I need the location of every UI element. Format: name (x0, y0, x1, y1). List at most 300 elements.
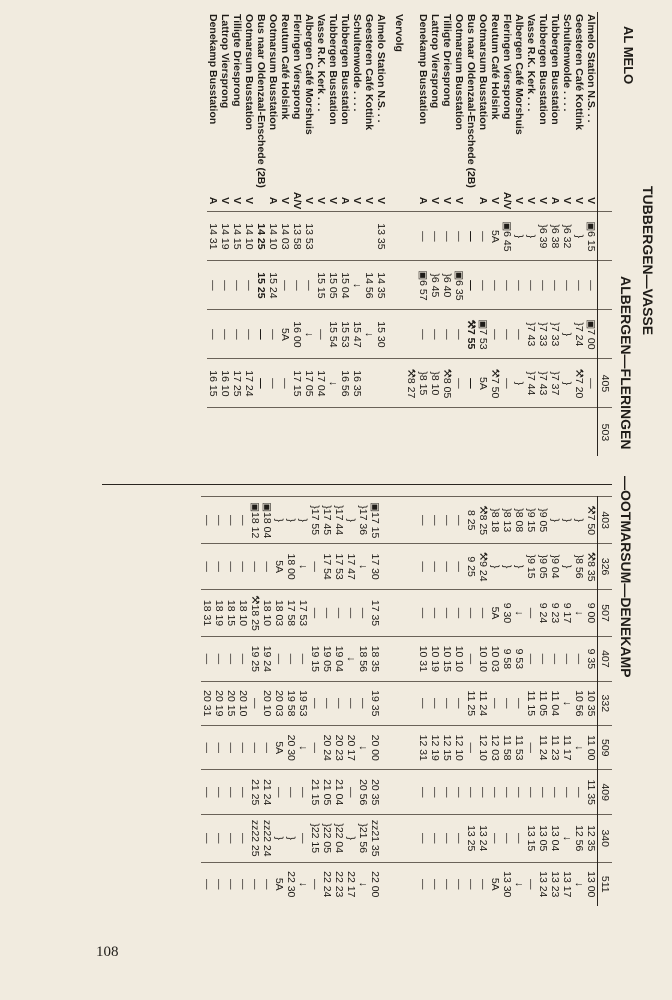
table-row (201, 497, 213, 907)
time-cell: — (525, 862, 537, 906)
time-cell: — (255, 310, 267, 359)
time-cell: — (513, 814, 525, 862)
table-row (537, 12, 549, 456)
time-cell: 20 15 (225, 681, 237, 725)
time-cell: — (525, 589, 537, 636)
time-cell: — (429, 589, 441, 636)
direction-flag: V (441, 197, 453, 205)
time-cell (585, 408, 598, 457)
time-cell: 5A (477, 359, 489, 408)
time-cell: }7 37 (549, 359, 561, 408)
time-cell: — (249, 862, 261, 906)
time-cell (405, 770, 417, 814)
table-row (303, 12, 315, 456)
time-cell: }9 15 (525, 544, 537, 590)
time-cell: ↓ (351, 261, 363, 310)
time-cell: 18 00 (285, 544, 297, 590)
time-cell: } (549, 497, 561, 544)
time-cell: } (561, 544, 573, 590)
time-cell: — (453, 359, 465, 408)
time-cell: — (417, 544, 429, 590)
title-left: AL MELO (621, 26, 636, 85)
time-cell: ↓ (297, 726, 309, 770)
table-row (315, 12, 327, 456)
direction-flag: V (315, 197, 327, 205)
time-cell: — (267, 359, 279, 408)
time-cell (405, 497, 417, 544)
time-cell: — (237, 814, 249, 862)
direction-flag: V (561, 197, 573, 205)
time-cell: 5A (489, 589, 501, 636)
time-cell (387, 212, 393, 261)
station-name: Reutum Café Holsink (489, 14, 501, 120)
time-cell: — (285, 770, 297, 814)
time-cell (381, 770, 393, 814)
time-cell: }7 44 (525, 359, 537, 408)
time-cell: — (561, 637, 573, 681)
timetable-page (94, 6, 662, 906)
time-cell: — (213, 637, 225, 681)
time-cell: 20 31 (201, 681, 213, 725)
direction-flag: V (525, 197, 537, 205)
time-cell: — (429, 497, 441, 544)
time-cell: — (297, 637, 309, 681)
time-cell: — (417, 862, 429, 906)
time-cell: 18 35 (369, 637, 381, 681)
table-row (573, 497, 585, 907)
time-cell: — (333, 589, 345, 636)
time-cell: 14 03 (279, 212, 291, 261)
time-cell: — (441, 814, 453, 862)
time-cell: — (429, 544, 441, 590)
time-cell: 13 24 (477, 814, 489, 862)
time-cell (477, 408, 489, 457)
station-name: Almelo Station N.S. . . (375, 14, 387, 123)
time-cell: — (429, 862, 441, 906)
time-cell: — (237, 726, 249, 770)
time-cell: — (477, 261, 489, 310)
col-head: 403 (598, 497, 613, 544)
time-cell: 5A (489, 212, 501, 261)
direction-flag: V (243, 197, 255, 205)
time-cell: 22 30 (285, 862, 297, 906)
time-cell: — (225, 814, 237, 862)
time-cell: ⚒8 25 (477, 497, 489, 544)
time-cell: }6 45 (429, 261, 441, 310)
time-cell: } (297, 497, 309, 544)
time-cell: — (477, 589, 489, 636)
time-cell: 11 17 (561, 726, 573, 770)
time-cell: — (213, 726, 225, 770)
time-cell (387, 261, 393, 310)
table-row (261, 497, 273, 907)
time-cell (363, 408, 375, 457)
table-row (243, 12, 255, 456)
time-cell (351, 408, 363, 457)
table-row (369, 497, 381, 907)
time-cell (525, 408, 537, 457)
station-name: Tubbergen Busstation (327, 14, 339, 125)
time-cell: ↓ (513, 589, 525, 636)
table-row (513, 497, 525, 907)
time-cell: — (525, 770, 537, 814)
time-cell: ↓ (573, 862, 585, 906)
time-cell: — (333, 681, 345, 725)
time-cell: 13 24 (537, 862, 549, 906)
time-cell: ↓ (297, 544, 309, 590)
station-name: Lattrop Viersprong (219, 14, 231, 109)
time-cell: — (297, 814, 309, 862)
col-head: 407 (598, 637, 613, 681)
time-cell: 21 05 (321, 770, 333, 814)
station-name: Ootmarsum Busstation (243, 14, 255, 131)
table-row (327, 12, 339, 456)
time-cell: — (417, 497, 429, 544)
time-cell: — (237, 862, 249, 906)
time-cell: } (501, 544, 513, 590)
time-cell: ▣6 15 (585, 212, 598, 261)
time-cell: — (345, 770, 357, 814)
time-cell: 20 00 (369, 726, 381, 770)
time-cell: 15 53 (339, 310, 351, 359)
table-row (339, 12, 351, 456)
time-cell: — (225, 637, 237, 681)
time-cell (255, 408, 267, 457)
time-cell: — (453, 310, 465, 359)
time-cell: — (561, 261, 573, 310)
time-cell: — (225, 770, 237, 814)
time-cell: — (213, 544, 225, 590)
time-cell: 17 30 (369, 544, 381, 590)
time-cell: — (285, 637, 297, 681)
time-cell (405, 637, 417, 681)
time-cell: — (315, 310, 327, 359)
time-cell (393, 310, 405, 359)
time-cell: }17 55 (309, 497, 321, 544)
time-cell: 5A (279, 310, 291, 359)
time-cell: }8 18 (489, 497, 501, 544)
table-row (393, 12, 405, 456)
table-row (477, 497, 489, 907)
direction-flag: V (537, 197, 549, 205)
time-cell (339, 212, 351, 261)
time-cell (207, 408, 219, 457)
time-cell (393, 862, 405, 906)
station-name: Ootmarsum Busstation (267, 14, 279, 131)
time-cell: 16 35 (351, 359, 363, 408)
time-cell: — (573, 261, 585, 310)
time-cell (393, 497, 405, 544)
time-cell: — (453, 862, 465, 906)
time-cell: — (489, 814, 501, 862)
time-cell: — (225, 544, 237, 590)
time-cell: 14 31 (207, 212, 219, 261)
time-cell: } (273, 497, 285, 544)
header-row (598, 497, 613, 907)
time-cell: 16 15 (207, 359, 219, 408)
time-cell: 9 35 (585, 637, 598, 681)
time-cell: 17 53 (333, 544, 345, 590)
time-cell (405, 681, 417, 725)
time-cell: — (417, 310, 429, 359)
time-cell: ▣17 15 (369, 497, 381, 544)
time-cell: 19 58 (285, 681, 297, 725)
timetable-right (201, 496, 612, 906)
time-cell: 20 24 (321, 726, 333, 770)
time-cell: ↓ (357, 862, 369, 906)
time-cell (387, 359, 393, 408)
table-row (465, 497, 477, 907)
time-cell: — (525, 637, 537, 681)
time-cell: — (309, 726, 321, 770)
header-right (616, 476, 656, 756)
time-cell (465, 408, 477, 457)
time-cell: 11 15 (525, 681, 537, 725)
time-cell: ⚒7 20 (573, 359, 585, 408)
time-cell: 12 15 (441, 726, 453, 770)
time-cell: — (429, 770, 441, 814)
table-row (561, 497, 573, 907)
time-cell: 19 24 (261, 637, 273, 681)
time-cell: }7 33 (549, 310, 561, 359)
time-cell (393, 544, 405, 590)
time-cell: — (465, 212, 477, 261)
time-cell: 13 35 (375, 212, 387, 261)
time-cell: 14 56 (363, 261, 375, 310)
station-name: Schultenwolde . . . . (351, 14, 363, 112)
table-row (387, 12, 393, 456)
time-cell: }21 56 (357, 814, 369, 862)
time-cell: }6 38 (549, 212, 561, 261)
time-cell (405, 726, 417, 770)
time-cell: ▣6 57 (417, 261, 429, 310)
table-row (549, 497, 561, 907)
time-cell: 18 19 (213, 589, 225, 636)
time-cell: ⚒18 25 (249, 589, 261, 636)
time-cell (327, 408, 339, 457)
time-cell: — (441, 770, 453, 814)
time-cell: — (525, 726, 537, 770)
time-cell: — (489, 310, 501, 359)
direction-flag: A (207, 196, 219, 205)
time-cell: — (417, 814, 429, 862)
table-row (417, 497, 429, 907)
time-cell: — (525, 261, 537, 310)
time-cell: } (513, 212, 525, 261)
col-head: 409 (598, 770, 613, 814)
time-cell: 16 00 (291, 310, 303, 359)
time-cell: 14 10 (267, 212, 279, 261)
time-cell: — (501, 310, 513, 359)
time-cell: — (207, 261, 219, 310)
station-name: Tubbergen Busstation (339, 14, 351, 125)
direction-flag: V (585, 197, 597, 205)
table-row (429, 12, 441, 456)
time-cell: — (513, 770, 525, 814)
time-cell: 17 04 (315, 359, 327, 408)
time-cell (387, 310, 393, 359)
time-cell: 11 24 (537, 726, 549, 770)
time-cell: 20 30 (285, 726, 297, 770)
timetable-left (207, 12, 612, 456)
time-cell: }8 56 (573, 544, 585, 590)
direction-flag: V (573, 197, 585, 205)
col-head (598, 212, 613, 261)
time-cell: — (201, 726, 213, 770)
time-cell: 11 25 (465, 681, 477, 725)
time-cell: — (213, 814, 225, 862)
time-cell: 17 54 (321, 544, 333, 590)
table-row (441, 497, 453, 907)
time-cell: 20 03 (273, 681, 285, 725)
time-cell: }9 05 (537, 544, 549, 590)
col-station (598, 12, 613, 190)
time-cell: — (537, 770, 549, 814)
time-cell: ↓ (357, 544, 369, 590)
station-name: Fleringen Viersprong (501, 14, 513, 120)
time-cell: — (201, 544, 213, 590)
time-cell: 9 24 (537, 589, 549, 636)
station-name (405, 12, 417, 190)
time-cell: — (549, 637, 561, 681)
time-cell: 13 25 (465, 814, 477, 862)
time-cell: ⚒7 50 (585, 497, 598, 544)
col-head: 326 (598, 544, 613, 590)
station-name: Almelo Station N.S. . . (585, 14, 597, 123)
time-cell: 12 10 (477, 726, 489, 770)
time-cell: — (231, 310, 243, 359)
time-cell (429, 408, 441, 457)
time-cell (375, 359, 387, 408)
time-cell: } (489, 544, 501, 590)
time-cell: 11 05 (537, 681, 549, 725)
time-cell (243, 408, 255, 457)
time-cell (393, 770, 405, 814)
time-cell: — (213, 497, 225, 544)
time-cell: — (261, 544, 273, 590)
time-cell: — (465, 770, 477, 814)
table-row (489, 12, 501, 456)
col-head: 509 (598, 726, 613, 770)
time-cell: — (255, 359, 267, 408)
time-cell: zz22 24 (261, 814, 273, 862)
time-cell: ⚒8 35 (585, 544, 598, 590)
time-cell: — (429, 212, 441, 261)
table-row (213, 497, 225, 907)
time-cell: 15 30 (375, 310, 387, 359)
time-cell: }6 32 (561, 212, 573, 261)
time-cell: 15 25 (255, 261, 267, 310)
direction-flag: V (231, 197, 243, 205)
time-cell (219, 408, 231, 457)
time-cell: ↓ (303, 310, 315, 359)
time-cell: — (501, 770, 513, 814)
header-left (616, 26, 656, 450)
time-cell: 18 10 (237, 589, 249, 636)
station-name: Tubbergen Busstation (537, 14, 549, 125)
time-cell: 19 15 (309, 637, 321, 681)
time-cell: — (561, 770, 573, 814)
col-head: 332 (598, 681, 613, 725)
time-cell: } (273, 814, 285, 862)
time-cell (393, 637, 405, 681)
table-row (363, 12, 375, 456)
time-cell: } (573, 212, 585, 261)
time-cell: 17 24 (243, 359, 255, 408)
time-cell: 21 15 (309, 770, 321, 814)
time-cell (393, 589, 405, 636)
time-cell (393, 726, 405, 770)
time-cell: — (441, 681, 453, 725)
time-cell: 20 56 (357, 770, 369, 814)
time-cell (405, 862, 417, 906)
table-row (453, 497, 465, 907)
time-cell: — (237, 637, 249, 681)
table-row (405, 12, 417, 456)
station-name: Fleringen Viersprong (291, 14, 303, 120)
direction-flag: A/V (501, 191, 513, 210)
time-cell: — (489, 261, 501, 310)
time-cell: zz22 25 (249, 814, 261, 862)
station-name: Bus naar Oldenzaal-Enschede (2B) (255, 14, 267, 188)
table-row (279, 12, 291, 456)
station-name: Albergen Café Morshuis (513, 14, 525, 135)
time-cell: 11 04 (549, 681, 561, 725)
time-cell (549, 408, 561, 457)
table-row (465, 12, 477, 456)
table-row (417, 12, 429, 456)
time-cell (393, 814, 405, 862)
direction-flag: V (453, 197, 465, 205)
time-cell: 18 03 (273, 589, 285, 636)
time-cell: — (345, 681, 357, 725)
time-cell: 15 04 (339, 261, 351, 310)
time-cell (393, 261, 405, 310)
station-name: Lattrop Viersprong (429, 14, 441, 109)
table-row (381, 497, 393, 907)
time-cell: 17 15 (291, 359, 303, 408)
time-cell: — (279, 261, 291, 310)
time-cell (315, 408, 327, 457)
time-cell: — (441, 589, 453, 636)
station-name: Denekamp Busstation (207, 14, 219, 125)
time-cell: 5A (273, 544, 285, 590)
table-row (501, 12, 513, 456)
time-cell (537, 408, 549, 457)
time-cell: — (465, 726, 477, 770)
time-cell: 13 17 (561, 862, 573, 906)
time-cell (381, 589, 393, 636)
time-cell: — (417, 589, 429, 636)
time-cell: zz21 35 (369, 814, 381, 862)
time-cell (339, 408, 351, 457)
table-row (393, 497, 405, 907)
column-divider (102, 484, 612, 485)
time-cell: 10 31 (417, 637, 429, 681)
time-cell: 20 19 (213, 681, 225, 725)
time-cell (405, 408, 417, 457)
time-cell: }17 45 (321, 497, 333, 544)
time-cell: — (249, 681, 261, 725)
time-cell: — (291, 261, 303, 310)
time-cell: — (441, 310, 453, 359)
time-cell: 9 00 (585, 589, 598, 636)
time-cell: — (501, 359, 513, 408)
time-cell (231, 408, 243, 457)
time-cell: } (573, 497, 585, 544)
time-cell: }9 15 (525, 497, 537, 544)
time-cell (393, 212, 405, 261)
